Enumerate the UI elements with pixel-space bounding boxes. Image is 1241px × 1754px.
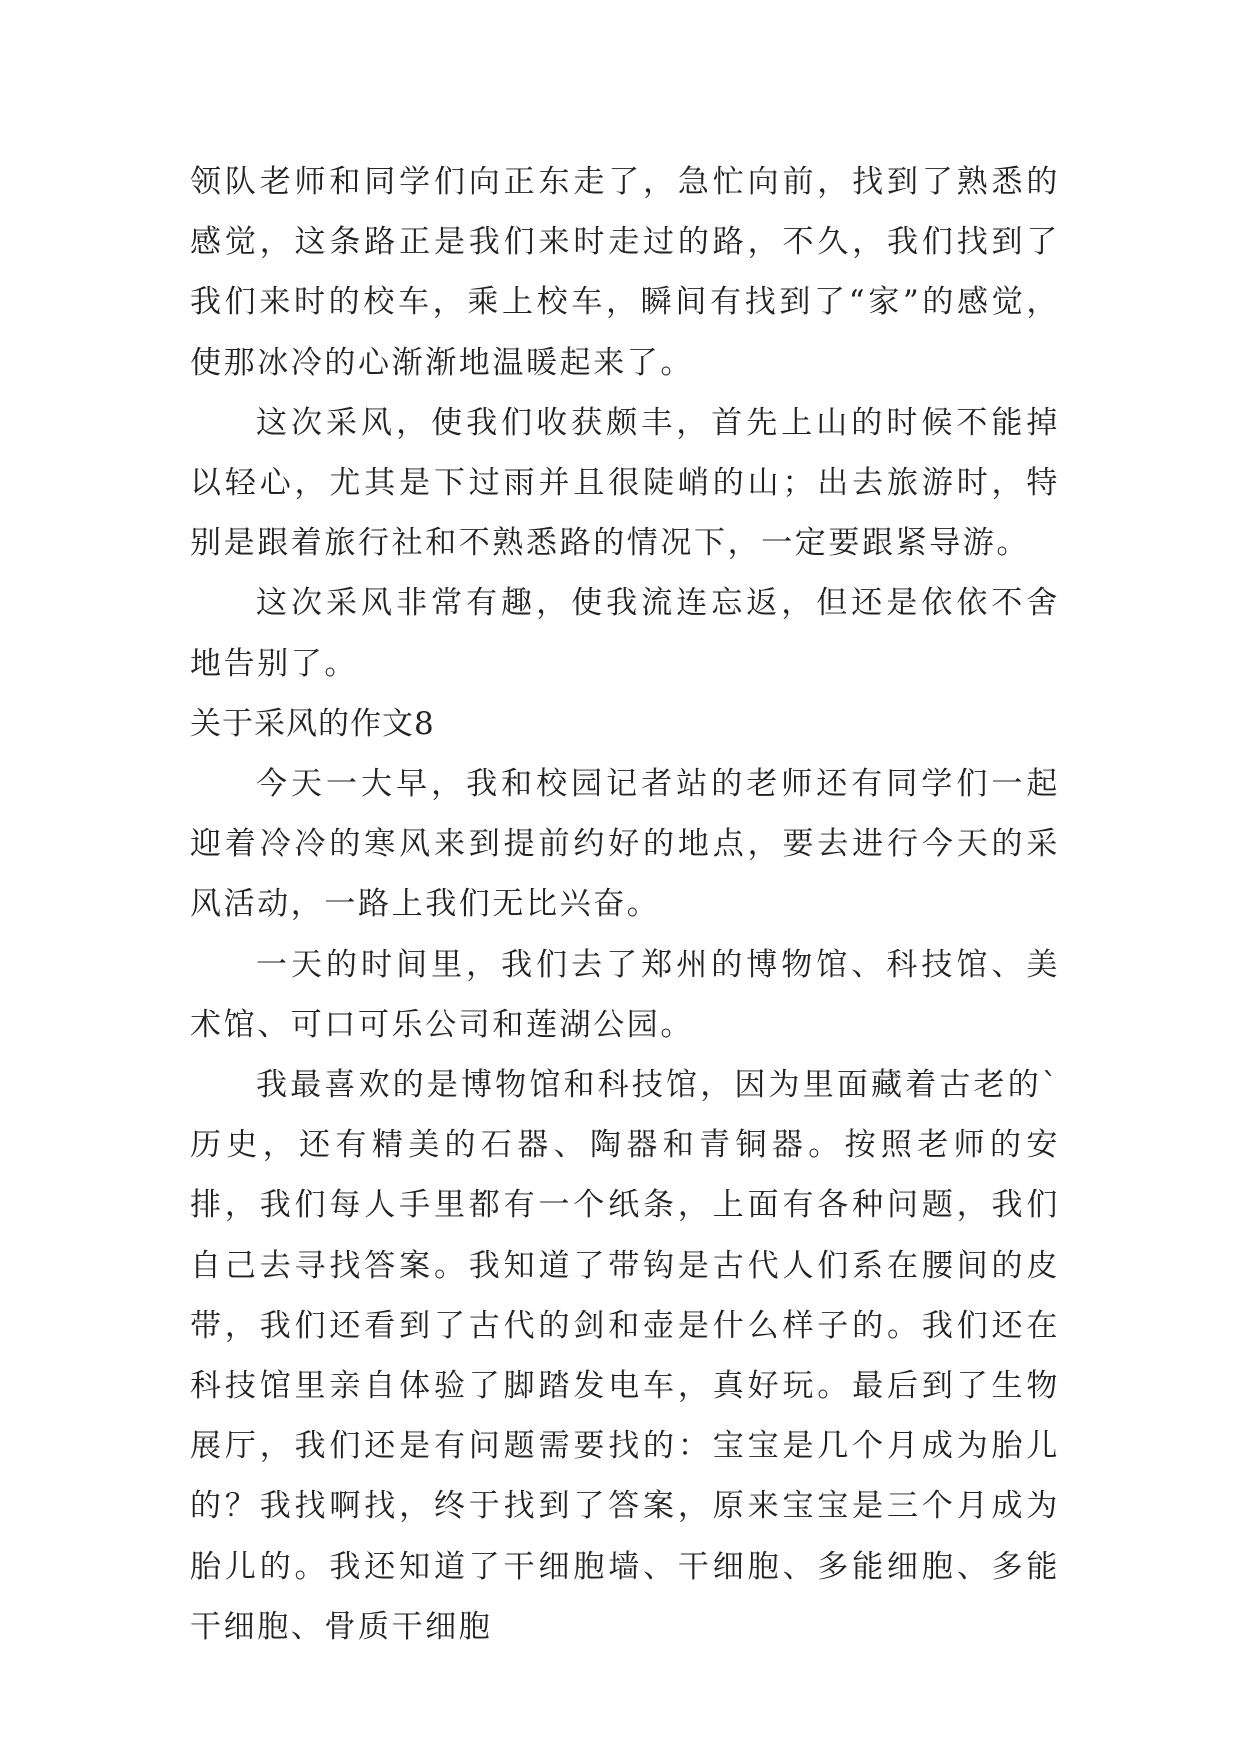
paragraph-2: 这次采风，使我们收获颇丰，首先上山的时候不能掉以轻心，尤其是下过雨并且很陡峭的山；出去旅游时，特别是跟着旅行社和不熟悉路的情况下，一定要跟紧导游。 [190, 404, 1060, 562]
paragraph-3: 这次采风非常有趣，使我流连忘返，但还是依依不舍地告别了。 [190, 585, 1060, 682]
paragraph-1: 领队老师和同学们向正东走了，急忙向前，找到了熟悉的感觉，这条路正是我们来时走过的路，不久，我们找到了我们来时的校车，乘上校车，瞬间有找到了“家”的感觉，使那冰冷的心渐渐地温暖起来了。 [190, 164, 1060, 381]
paragraph-6: 我最喜欢的是博物馆和科技馆，因为里面藏着古老的`历史，还有精美的石器、陶器和青铜器。按照老师的安排，我们每人手里都有一个纸条，上面有各种问题，我们自己去寻找答案。我知道了带钩是古代人们系在腰间的皮带，我们还看到了古代的剑和壶是什么样子的。我们还在科技馆里亲自体验了脚踏发电车，真好玩。最后到了生物展厅，我们还是有问题需要找的：宝宝是几个月成为胎儿的？我找啊找，终于找到了答案，原来宝宝是三个月成为胎儿的。我还知道了干细胞墙、干细胞、多能细胞、多能干细胞、骨质干细胞 [190, 1067, 1060, 1645]
section-heading: 关于采风的作文8 [190, 705, 435, 742]
document-body [190, 152, 1060, 1657]
paragraph-4: 今天一大早，我和校园记者站的老师还有同学们一起迎着冷冷的寒风来到提前约好的地点，要去进行今天的采风活动，一路上我们无比兴奋。 [190, 766, 1060, 923]
paragraph-5: 一天的时间里，我们去了郑州的博物馆、科技馆、美术馆、可口可乐公司和莲湖公园。 [190, 946, 1060, 1043]
